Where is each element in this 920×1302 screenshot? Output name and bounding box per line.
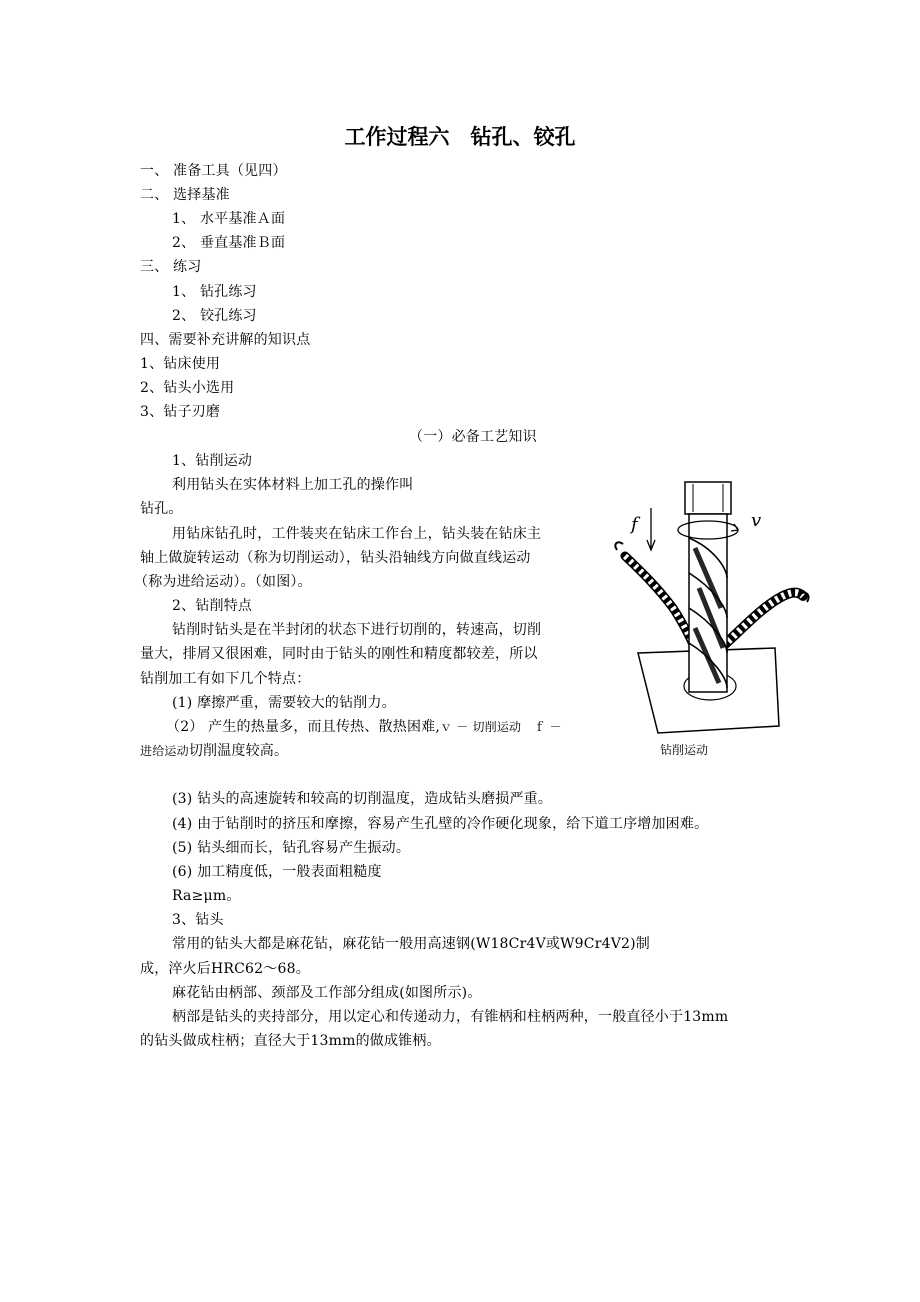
paragraph-line: 钻削加工有如下几个特点： [140,671,311,687]
paragraph-line: （称为进给运动）。（如图）。 [134,574,312,590]
knowledge-item-1: 1、钻床使用 [140,356,221,372]
feature-item-1: (1) 摩擦严重，需要较大的钻削力。 [172,695,396,711]
drilling-motion-figure [603,478,823,748]
outline-subitem-3-2: 2、 铰孔练习 [172,308,257,324]
knowledge-item-3: 3、钻子刃磨 [140,404,221,420]
rotation-label: v [751,510,762,531]
outline-subitem-3-1: 1、 钻孔练习 [172,284,257,300]
paragraph-line: 轴上做旋转运动（称为切削运动），钻头沿轴线方向做直线运动 [140,550,531,566]
figure-legend-note: ｖ － 切削运动 ｆ － [440,720,562,734]
feature-item-2-text: （2） 产生的热量多，而且传热、散热困难, [166,719,441,735]
feature-item-4: (4) 由于钻削时的挤压和摩擦，容易产生孔壁的冷作硬化现象，给下道工序增加困难。 [172,816,709,832]
figure-caption: 钻削运动 [660,743,709,757]
knowledge-item-2: 2、钻头小选用 [140,380,235,396]
feature-item-2-end: 切削温度较高。 [188,743,289,759]
outline-subitem-2-1: 1、 水平基准Ａ面 [172,211,286,227]
outline-item-2: 二、 选择基准 [140,187,230,203]
heading-drilling-motion: 1、钻削运动 [172,453,253,469]
feature-item-5: (5) 钻头细而长，钻孔容易产生振动。 [172,840,411,856]
heading-drill-bit: 3、钻头 [172,912,224,928]
feed-label: f [631,514,638,535]
section-title: （一）必备工艺知识 [409,429,537,445]
paragraph-line: 利用钻头在实体材料上加工孔的操作叫 [172,477,414,493]
paragraph-line: 成，淬火后HRC62～68。 [140,961,310,977]
roughness-value: Ra≥μm。 [172,888,241,904]
chip-right-ridges [723,593,803,646]
outline-item-3: 三、 练习 [140,259,202,275]
heading-drilling-features: 2、钻削特点 [172,598,253,614]
paragraph-line: 用钻床钻孔时，工件装夹在钻床工作台上，钻头装在钻床主 [172,526,542,542]
paragraph-line: 常用的钻头大都是麻花钻，麻花钻一般用高速钢(W18Cr4V或W9Cr4V2)制 [172,936,650,952]
paragraph-line: 的钻头做成柱柄；直径大于13mm的做成锥柄。 [140,1033,441,1049]
figure-legend-note-cont: 进给运动 [140,744,189,758]
chip-left-tip [615,542,623,550]
feature-item-2 [166,718,562,736]
feature-item-6: (6) 加工精度低，一般表面粗糙度 [172,864,382,880]
paragraph-line: 钻孔。 [140,501,183,517]
paragraph-line: 钻削时钻头是在半封闭的状态下进行切削的，转速高，切削 [172,622,542,638]
paragraph-line: 量大，排屑又很困难，同时由于钻头的刚性和精度都较差，所以 [140,646,538,662]
page-title: 工作过程六 钻孔、铰孔 [344,125,576,149]
outline-item-1: 一、 准备工具（见四） [140,163,287,179]
outline-subitem-2-2: 2、 垂直基准Ｂ面 [172,235,286,251]
outline-item-4: 四、需要补充讲解的知识点 [140,332,311,348]
spindle [685,482,731,514]
feature-item-3: (3) 钻头的高速旋转和较高的切削温度，造成钻头磨损严重。 [172,791,553,807]
feature-item-2-cont [140,742,288,760]
paragraph-line: 麻花钻由柄部、颈部及工作部分组成(如图所示)。 [172,985,482,1001]
paragraph-line: 柄部是钻头的夹持部分，用以定心和传递动力，有锥柄和柱柄两种，一般直径小于13mm [172,1009,729,1025]
